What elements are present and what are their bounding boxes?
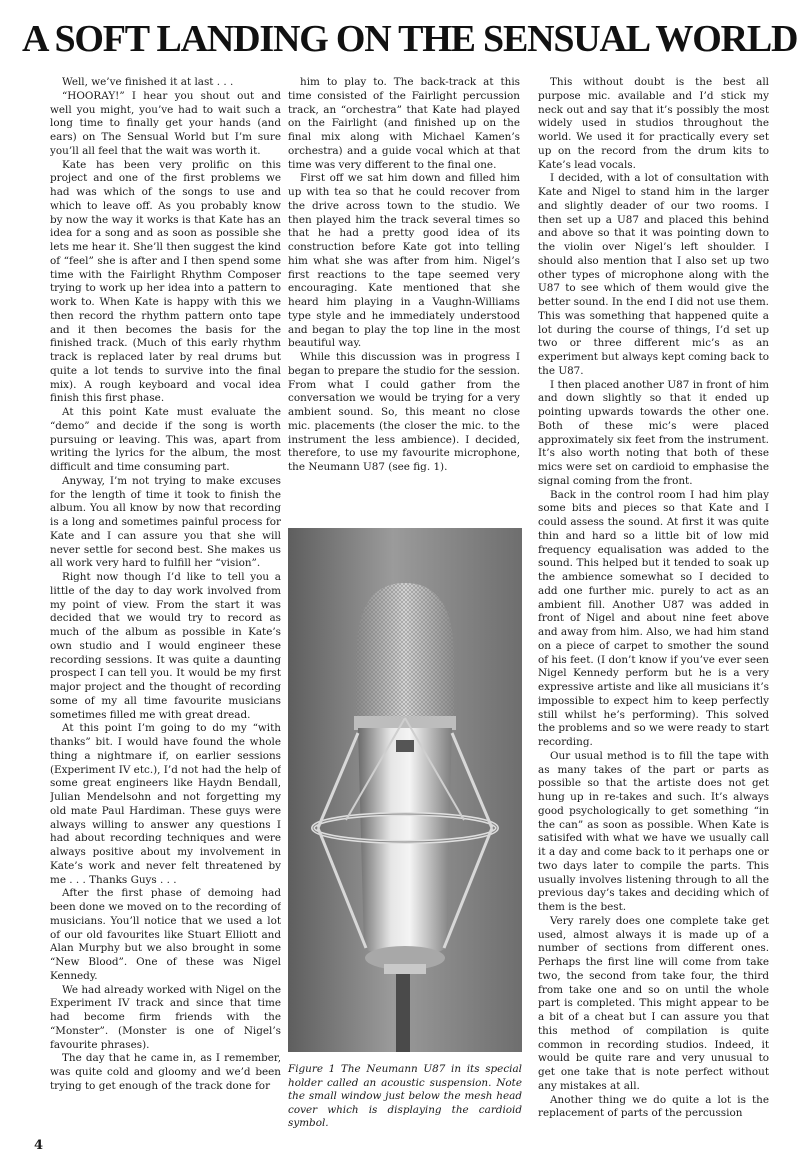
paragraph: After the first phase of demoing had been done we moved on to the recording of musicians. You’ll notice that we used a lot of our old favourites like Stuart Elliott and Alan Murphy but we also brought in some “New Blood”. One of these was Nigel Kennedy. [50, 887, 281, 982]
paragraph: At this point Kate must evaluate the “demo” and decide if the song is worth pursuing or leaving. This was, apart from writing the lyrics for the album, the most difficult and time consuming part. [50, 406, 281, 473]
paragraph: The day that he came in, as I remember, was quite cold and gloomy and we’d been trying to get enough of the track done for [50, 1052, 281, 1092]
paragraph: Anyway, I’m not trying to make excuses for the length of time it took to finish the album. You all know by now that recording is a long and sometimes painful process for Kate and I can assure you that she will never settle for second best. She makes us all work very hard to fulfill her “vision”. [50, 474, 281, 570]
paragraph: I decided, with a lot of consultation with Kate and Nigel to stand him in the larger and slightly deader of our two rooms. I then set up a U87 and placed this behind and above so that it was pointing down to the violin over Nigel’s left shoulder. I should also mention that I also set up two other types of microphone along with the U87 to see which of them would give the better sound. In the end I did not use them. This was something that happened quite a lot during the course of things, I’d set up two or three different mic’s as an experiment but always kept coming back to the U87. [538, 172, 769, 377]
paragraph: At this point I’m going to do my “with thanks” bit. I would have found the whole thing a nightmare if, on earlier sessions (Experiment IV etc.), I’d not had the help of some great engineers like Haydn Bendall, Julian Mendelsohn and not forgetting my old mate Paul Hardiman. These guys were always willing to answer any questions I had about recording techniques and were always positive about my involvement in Kate’s work and never felt threatened by me . . . Thanks Guys . . . [50, 722, 281, 886]
article-title: A SOFT LANDING ON THE SENSUAL WORLD [22, 18, 798, 60]
paragraph: This without doubt is the best all purpose mic. available and I’d stick my neck out and say that it’s possibly the most widely used in studios throughout the world. We used it for practically every set up on the record from the drum kits to Kate’s lead vocals. [538, 76, 769, 171]
page-number: 4 [34, 1138, 44, 1153]
paragraph: Back in the control room I had him play some bits and pieces so that Kate and I could assess the sound. At first it was quite thin and hard so a little bit of low mid frequency equalisation was added to the sound. This helped but it tended to soak up the ambience somewhat so I decided to add one further mic. purely to act as an ambient fill. Another U87 was added in front of Nigel and about nine feet above and away from him. Also, we had him stand on a piece of carpet to smother the sound of his feet. (I don’t know if you’ve ever seen Nigel Kennedy perform but he is a very expressive artiste and like all musicians it’s impossible to expect him to keep perfectly still whilst he’s performing). This solved the problems and so we were ready to start recording. [538, 488, 769, 748]
paragraph: “HOORAY!” I hear you shout out and well you might, you’ve had to wait such a long time to finally get your hands (and ears) on The Sensual World but I’m sure you’ll all feel that the wait was worth it. [50, 89, 281, 157]
paragraph: Very rarely does one complete take get used, almost always it is made up of a number of sections from different ones. Perhaps the first line will come from take two, the second from take four, the third from take one and so on until the whole part is completed. This might appear to be a bit of a cheat but I can assure you that this method of compilation is quite common in recording studios. Indeed, it would be quite rare and very unusual to get one take that is note perfect without any mistakes at all. [538, 914, 769, 1092]
paragraph: Right now though I’d like to tell you a little of the day to day work involved from my point of view. From the start it was decided that we would try to record as much of the album as possible in Kate’s own studio and I would engineer these recording sessions. It was quite a daunting prospect I can tell you. It would be my first major project and the thought of recording some of my all time favourite musicians sometimes filled me with great dread. [50, 571, 281, 721]
paragraph: We had already worked with Nigel on the Experiment IV track and since that time had become firm friends with the “Monster”. (Monster is one of Nigel’s favourite phrases). [50, 983, 281, 1051]
article-column-1 [50, 76, 281, 1136]
microphone-photo [288, 528, 522, 1052]
article-column-3 [538, 76, 769, 1146]
paragraph: While this discussion was in progress I began to prepare the studio for the session. From what I could gather from the conversation we would be trying for a very ambient sound. So, this meant no close mic. placements (the closer the mic. to the instrument the less ambience). I decided, therefore, to use my favourite microphone, the Neumann U87 (see fig. 1). [288, 351, 520, 473]
paragraph: Well, we’ve finished it at last . . . [62, 76, 234, 88]
paragraph: I then placed another U87 in front of him and down slightly so that it ended up pointing upwards towards the other one. Both of these mic’s were placed approximately six feet from the instrument. It’s also worth noting that both of these mics were set on cardioid to emphasise the signal coming from the front. [538, 378, 769, 487]
figure-caption: Figure 1 The Neumann U87 in its special holder called an acoustic suspension. Note the small window just below the mesh head cover which is displaying the cardioid symbol. [288, 1063, 522, 1129]
article-column-2 [288, 76, 520, 496]
paragraph: Our usual method is to fill the tape with as many takes of the part or parts as possible so that the artiste does not get hung up in re-takes and such. It’s always good psychologically to get something “in the can” as soon as possible. When Kate is satisifed with what we have we usually call it a day and come back to it perhaps one or two days later to compile the parts. This usually involves listening through to all the previous day’s takes and deciding which of them is the best. [538, 749, 769, 913]
paragraph: Another thing we do quite a lot is the replacement of parts of the percussion [538, 1093, 769, 1120]
neumann-u87-microphone-icon [288, 528, 522, 1052]
paragraph: him to play to. The back-track at this time consisted of the Fairlight percussion track, an “orchestra” that Kate had played on the Fairlight (and finished up on the final mix along with Michael Kamen’s orchestra) and a guide vocal which at that time was very different to the final one. [288, 76, 520, 171]
paragraph: First off we sat him down and filled him up with tea so that he could recover from the drive across town to the studio. We then played him the track several times so that he had a pretty good idea of its construction before Kate got into telling him what she was after from him. Nigel’s first reactions to the tape seemed very encouraging. Kate mentioned that she heard him playing in a Vaughn-Williams type style and he immediately understood and began to play the top line in the most beautiful way. [288, 172, 520, 350]
paragraph: Kate has been very prolific on this project and one of the first problems we had was which of the songs to use and which to leave off. As you probably know by now the way it works is that Kate has an idea for a song and as soon as possible she lets me hear it. She’ll then suggest the kind of “feel” she is after and I then spend some time with the Fairlight Rhythm Composer trying to work up her idea into a pattern to work to. When Kate is happy with this we then record the rhythm pattern onto tape and it then becomes the basis for the finished track. (Much of this early rhythm track is replaced later by real drums but quite a lot tends to survive into the final mix). A rough keyboard and vocal idea finish this first phase. [50, 158, 281, 405]
